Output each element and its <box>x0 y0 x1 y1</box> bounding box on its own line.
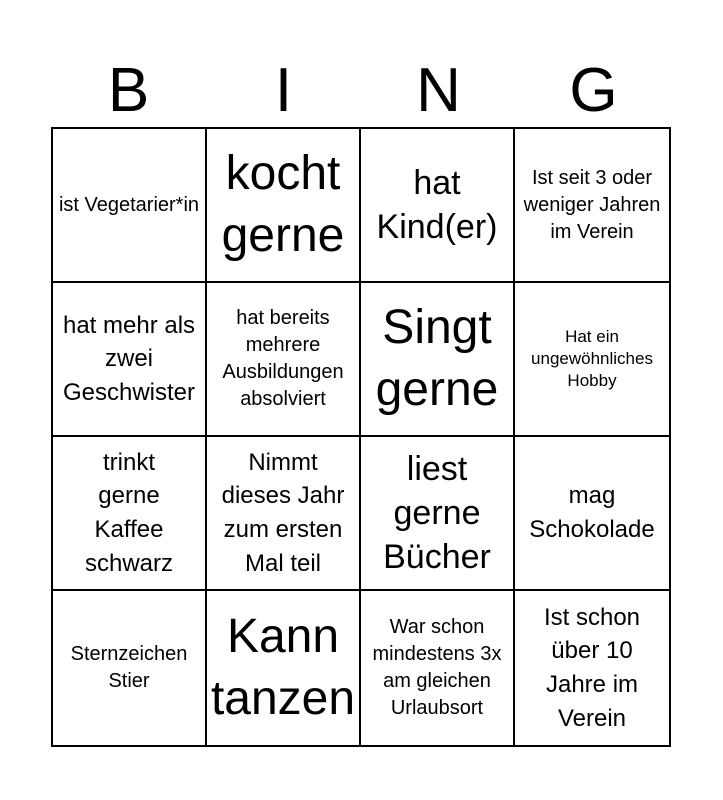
cell-text: ist Vegetarier*in <box>58 193 200 216</box>
bingo-cell-r3c3[interactable] <box>361 437 515 591</box>
bingo-cell-r4c3[interactable] <box>361 591 515 745</box>
bingo-cell-r2c4[interactable] <box>515 283 669 437</box>
cell-text: Singt gerne <box>375 300 499 416</box>
cell-text: War schon mindestens 3x am gleichen Urlaubsort <box>372 616 502 719</box>
cell-text: trinkt gerne Kaffee schwarz <box>84 448 174 577</box>
cell-text: Ist seit 3 oder weniger Jahren im Verein <box>523 166 661 243</box>
cell-text: hat bereits mehrere Ausbildungen absolviert <box>222 307 344 410</box>
bingo-cell-r4c2[interactable] <box>207 591 361 745</box>
bingo-cell-r4c4[interactable] <box>515 591 669 745</box>
bingo-board <box>51 127 671 747</box>
bingo-cell-r3c1[interactable] <box>53 437 207 591</box>
bingo-cell-r2c3[interactable] <box>361 283 515 437</box>
bingo-cell-r2c1[interactable] <box>53 283 207 437</box>
cell-text: Sternzeichen Stier <box>70 643 188 692</box>
header-letter-i: I <box>274 56 293 125</box>
cell-text: Hat ein ungewöhnliches Hobby <box>531 326 653 391</box>
cell-text: hat Kind(er) <box>376 163 498 246</box>
header-letter-n: N <box>416 56 461 125</box>
cell-text: Nimmt dieses Jahr zum ersten Mal teil <box>221 448 345 577</box>
header-letter-g: G <box>569 56 618 125</box>
cell-text: Ist schon über 10 Jahre im Verein <box>543 603 641 732</box>
bingo-header <box>51 55 671 127</box>
bingo-cell-r1c1[interactable] <box>53 129 207 283</box>
bingo-cell-r1c3[interactable] <box>361 129 515 283</box>
bingo-cell-r3c2[interactable] <box>207 437 361 591</box>
bingo-cell-r4c1[interactable] <box>53 591 207 745</box>
cell-text: Kann tanzen <box>210 609 356 725</box>
cell-text: mag Schokolade <box>529 482 655 543</box>
cell-text: liest gerne Bücher <box>383 449 491 577</box>
bingo-cell-r3c4[interactable] <box>515 437 669 591</box>
bingo-cell-r1c2[interactable] <box>207 129 361 283</box>
bingo-cell-r1c4[interactable] <box>515 129 669 283</box>
header-letter-b: B <box>107 56 150 125</box>
cell-text: kocht gerne <box>221 146 345 262</box>
cell-text: hat mehr als zwei Geschwister <box>62 311 196 406</box>
bingo-cell-r2c2[interactable] <box>207 283 361 437</box>
